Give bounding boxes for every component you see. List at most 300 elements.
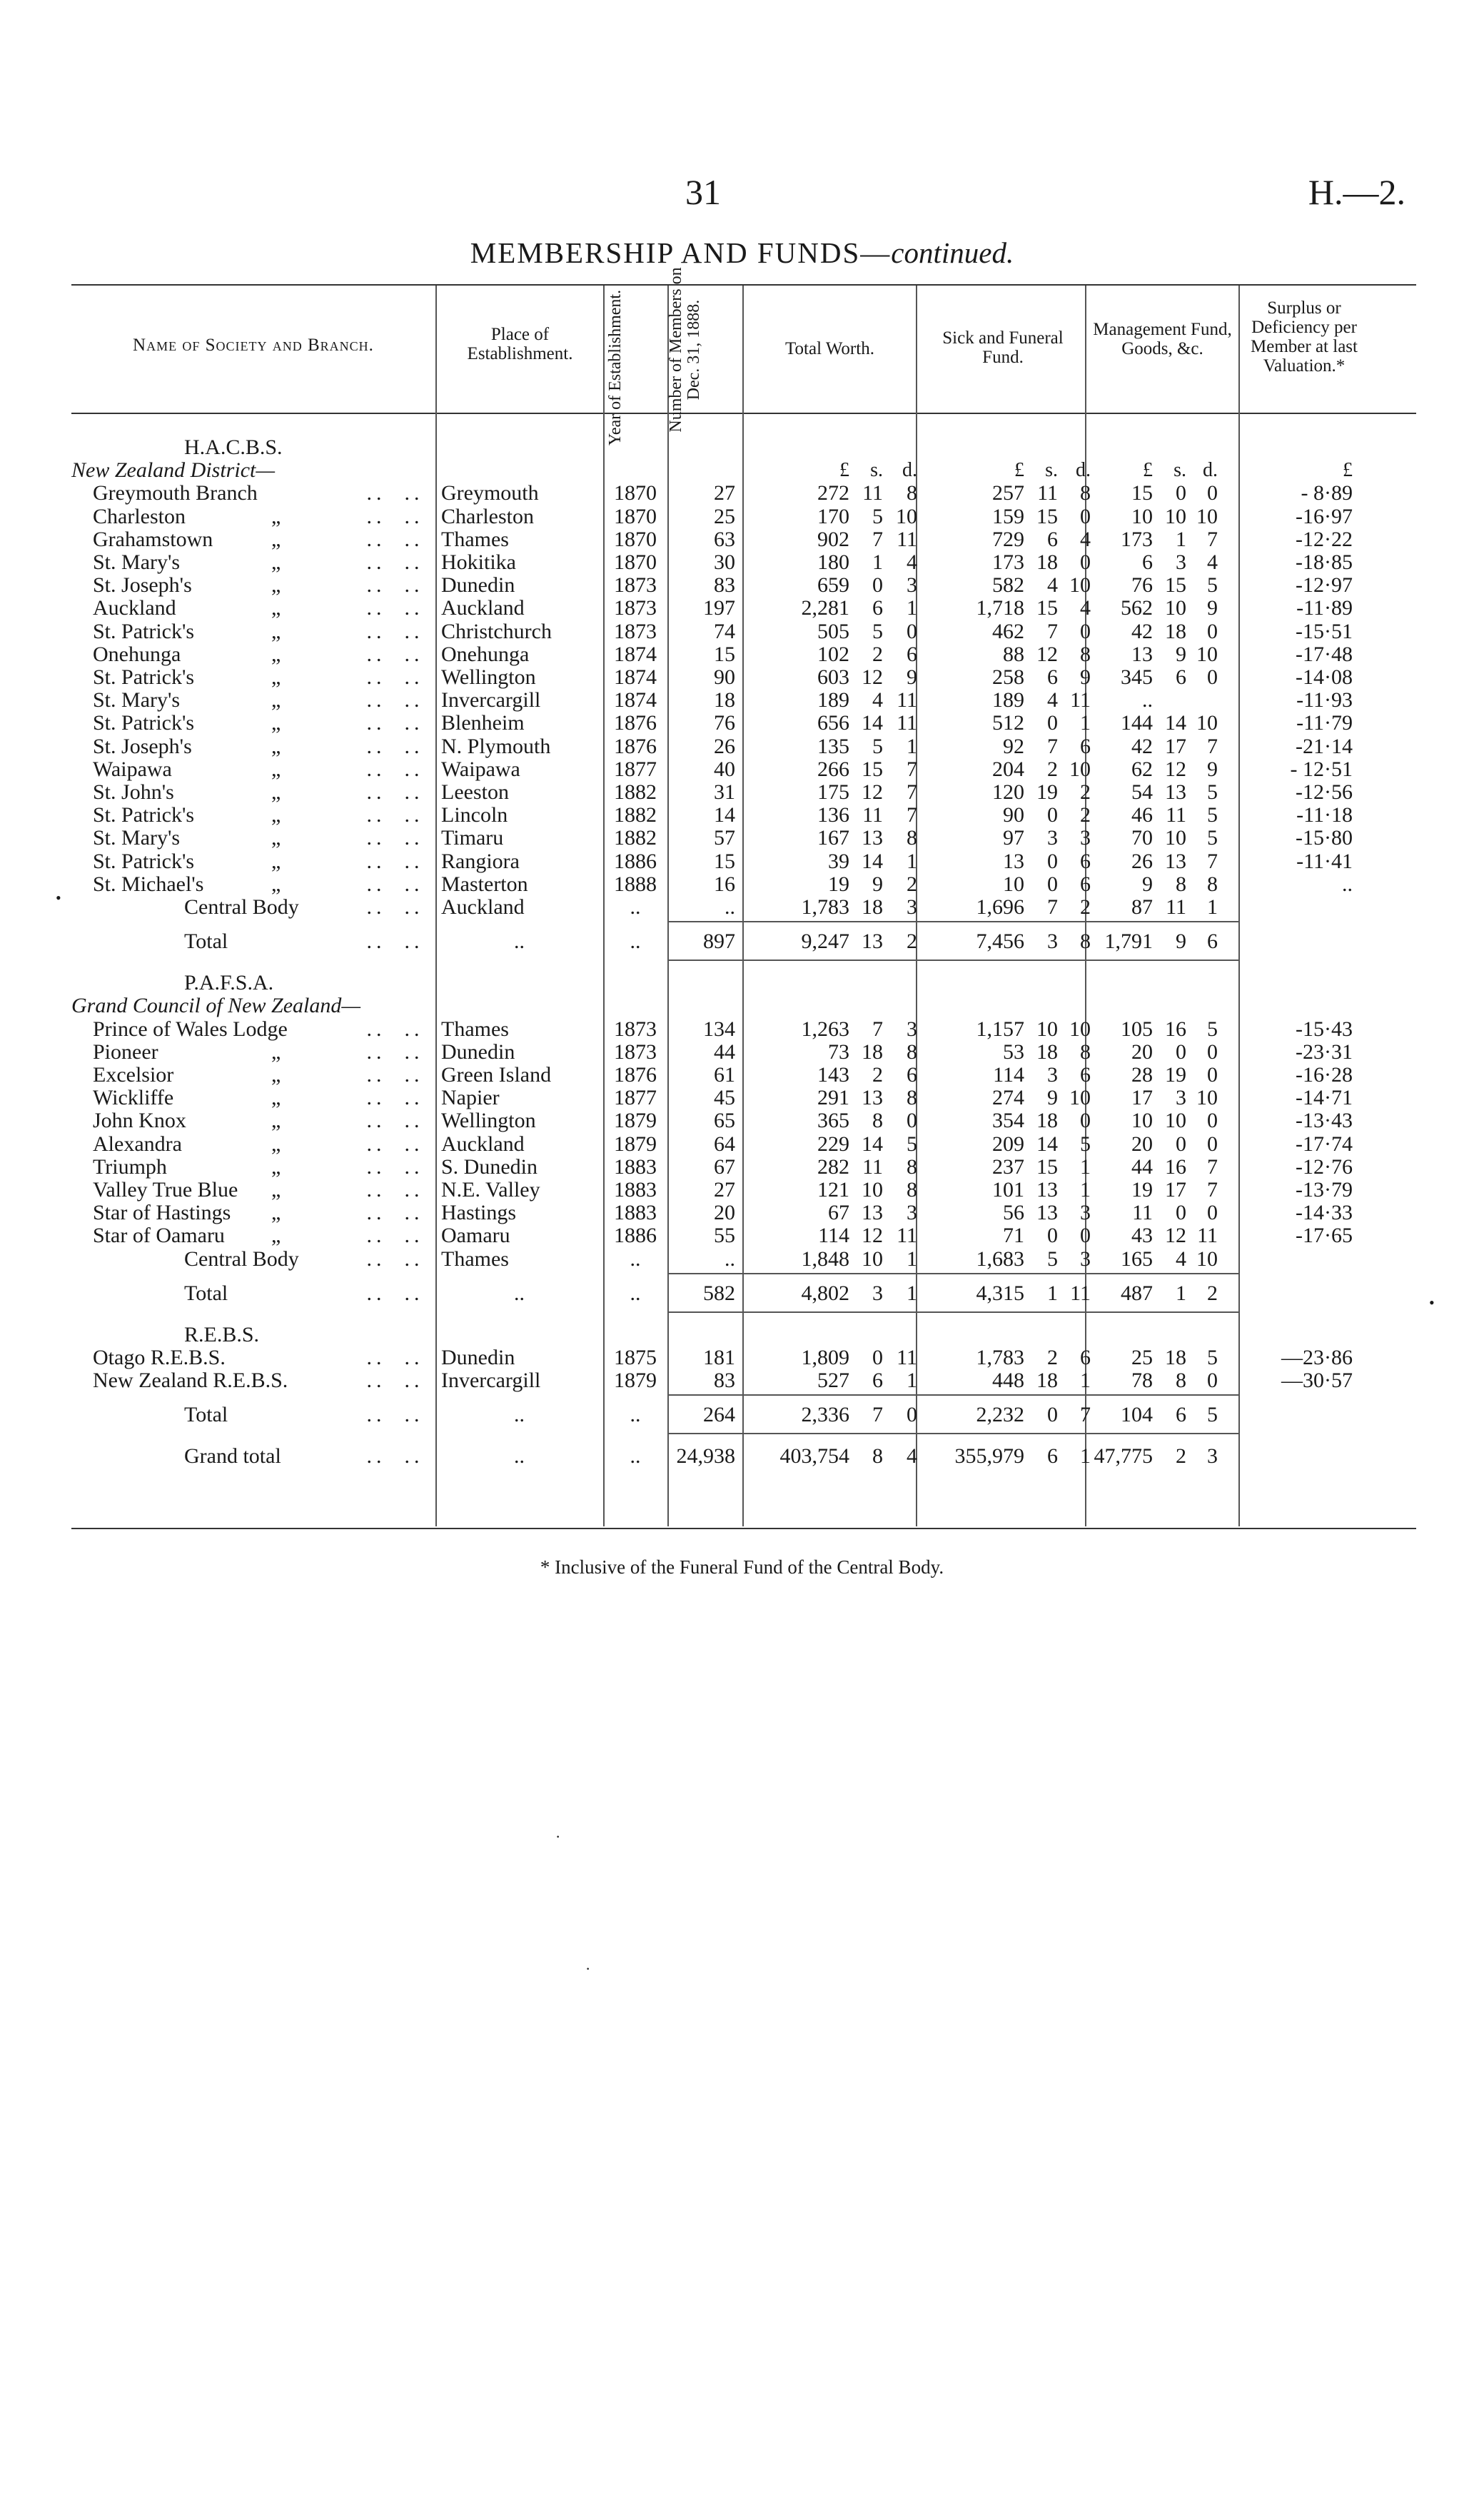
management-fund-pounds: 105 xyxy=(1121,1017,1153,1041)
place-of-establishment: Christchurch xyxy=(441,619,552,643)
table-header-rule xyxy=(71,413,1416,414)
branch-name: Star of Hastings xyxy=(93,1201,231,1225)
branch-name: Alexandra xyxy=(93,1132,182,1156)
header-surplus: Surplus or Deficiency per Member at last Valuation.* xyxy=(1251,298,1358,376)
leader-dots: .. xyxy=(404,688,424,712)
leader-dots: .. xyxy=(404,504,424,528)
leader-dots: .. xyxy=(366,1017,386,1041)
leader-dots: .. xyxy=(630,930,641,954)
header-members: Number of Members on Dec. 31, 1888. xyxy=(667,267,703,433)
member-count: 83 xyxy=(714,1369,735,1393)
sick-fund-shillings: 4 xyxy=(1047,688,1058,712)
sick-fund-shillings: 6 xyxy=(1047,527,1058,551)
total-worth-pounds: 656 xyxy=(817,711,849,735)
place-of-establishment: Hastings xyxy=(441,1201,516,1225)
year-established: .. xyxy=(630,1247,641,1271)
total-worth-pounds: 291 xyxy=(817,1086,849,1110)
branch-name: Grahamstown xyxy=(93,527,213,551)
leader-dots: .. xyxy=(630,1281,641,1305)
branch-name: Greymouth Branch xyxy=(93,481,258,505)
table-row xyxy=(0,826,1484,850)
place-of-establishment: Auckland xyxy=(441,1132,525,1156)
total-worth-shillings: 11 xyxy=(862,481,883,505)
place-of-establishment: Thames xyxy=(441,1017,509,1041)
ditto-mark: „ xyxy=(271,872,281,896)
leader-dots: .. xyxy=(366,1281,386,1305)
sick-fund-pence: 8 xyxy=(1080,481,1091,505)
total-worth-pounds: 135 xyxy=(817,734,849,758)
branch-name: St. Patrick's xyxy=(93,803,195,827)
management-fund-pence: 10 xyxy=(1196,642,1218,666)
management-fund-pounds: 44 xyxy=(1131,1154,1153,1179)
management-fund-pounds: .. xyxy=(1142,688,1153,712)
sick-fund-pence: 1 xyxy=(1080,1444,1091,1469)
leader-dots: .. xyxy=(404,872,424,896)
table-row xyxy=(0,1224,1484,1247)
unit-shillings: s. xyxy=(870,459,883,482)
sick-fund-pounds: 355,979 xyxy=(954,1444,1024,1469)
total-worth-pence: 2 xyxy=(907,872,917,896)
table-row xyxy=(0,1040,1484,1064)
member-count: 64 xyxy=(714,1132,735,1156)
leader-dots: .. xyxy=(514,1403,525,1427)
ditto-mark: „ xyxy=(271,1178,281,1202)
member-count: .. xyxy=(725,895,735,919)
management-fund-pence: 11 xyxy=(1197,1224,1218,1248)
title-main: MEMBERSHIP AND FUNDS— xyxy=(470,236,892,269)
year-established: 1876 xyxy=(614,734,657,758)
table-row xyxy=(0,481,1484,505)
leader-dots: .. xyxy=(366,1247,386,1271)
management-fund-shillings: 0 xyxy=(1176,1039,1186,1064)
table-row xyxy=(0,573,1484,597)
ditto-mark: „ xyxy=(271,734,281,758)
table-row xyxy=(0,1178,1484,1202)
leader-dots: .. xyxy=(404,1039,424,1064)
sick-fund-shillings: 7 xyxy=(1047,734,1058,758)
management-fund-shillings: 10 xyxy=(1165,826,1186,850)
total-worth-pounds: 39 xyxy=(828,849,849,873)
branch-name: Waipawa xyxy=(93,757,172,781)
year-established: 1870 xyxy=(614,481,657,505)
total-worth-pence: 1 xyxy=(907,1281,917,1305)
place-of-establishment: Green Island xyxy=(441,1063,552,1087)
ditto-mark: „ xyxy=(271,711,281,735)
unit-pence: d. xyxy=(1076,459,1091,482)
table-row xyxy=(0,895,1484,919)
leader-dots: .. xyxy=(366,803,386,827)
total-label: Total xyxy=(184,1403,228,1427)
unit-pounds: £ xyxy=(1143,459,1153,482)
total-worth-pounds: 659 xyxy=(817,573,849,598)
sick-fund-pounds: 97 xyxy=(1003,826,1024,850)
sick-fund-pounds: 2,232 xyxy=(976,1403,1024,1427)
sick-fund-pounds: 120 xyxy=(992,780,1024,804)
surplus-per-member: -13·43 xyxy=(1296,1109,1353,1133)
management-fund-shillings: 12 xyxy=(1165,757,1186,781)
management-fund-pence: 6 xyxy=(1207,930,1218,954)
year-established: 1877 xyxy=(614,757,657,781)
total-worth-shillings: 2 xyxy=(872,642,883,666)
total-worth-pounds: 189 xyxy=(817,688,849,712)
member-count: 74 xyxy=(714,619,735,643)
table-row xyxy=(0,1201,1484,1224)
total-members: 897 xyxy=(703,930,735,954)
total-worth-pounds: 4,802 xyxy=(801,1281,849,1305)
leader-dots: .. xyxy=(404,527,424,551)
management-fund-pence: 7 xyxy=(1207,527,1218,551)
branch-name: Onehunga xyxy=(93,642,181,666)
sick-fund-shillings: 5 xyxy=(1047,1247,1058,1271)
sick-fund-pence: 4 xyxy=(1080,596,1091,620)
management-fund-pence: 10 xyxy=(1196,504,1218,528)
management-fund-pounds: 10 xyxy=(1131,504,1153,528)
sick-fund-shillings: 14 xyxy=(1036,1132,1058,1156)
ditto-mark: „ xyxy=(271,504,281,528)
total-worth-pounds: 266 xyxy=(817,757,849,781)
place-of-establishment: Napier xyxy=(441,1086,500,1110)
total-rule xyxy=(667,921,1238,961)
leader-dots: .. xyxy=(366,930,386,954)
leader-dots: .. xyxy=(366,1109,386,1133)
ditto-mark: „ xyxy=(271,573,281,598)
management-fund-pounds: 42 xyxy=(1131,619,1153,643)
leader-dots: .. xyxy=(514,1281,525,1305)
member-count: 63 xyxy=(714,527,735,551)
total-members: 582 xyxy=(703,1281,735,1305)
year-established: 1874 xyxy=(614,688,657,712)
total-rule xyxy=(667,1273,1238,1313)
sick-fund-pence: 9 xyxy=(1080,665,1091,689)
header-sick-funeral: Sick and Funeral Fund. xyxy=(942,328,1064,367)
surplus-per-member: .. xyxy=(1342,872,1353,896)
leader-dots: .. xyxy=(366,1039,386,1064)
management-fund-pence: 10 xyxy=(1196,711,1218,735)
surplus-per-member: -15·80 xyxy=(1296,826,1353,850)
management-fund-shillings: 3 xyxy=(1176,1086,1186,1110)
sick-fund-pence: 0 xyxy=(1080,550,1091,574)
management-fund-shillings: 16 xyxy=(1165,1017,1186,1041)
management-fund-pence: 0 xyxy=(1207,665,1218,689)
sick-fund-pence: 0 xyxy=(1080,1109,1091,1133)
sick-fund-pounds: 237 xyxy=(992,1154,1024,1179)
district-name: Grand Council of New Zealand— xyxy=(71,994,361,1018)
management-fund-shillings: 15 xyxy=(1165,573,1186,598)
table-row xyxy=(0,643,1484,666)
management-fund-pounds: 345 xyxy=(1121,665,1153,689)
management-fund-shillings: 9 xyxy=(1176,930,1186,954)
branch-name: Star of Oamaru xyxy=(93,1224,225,1248)
leader-dots: .. xyxy=(366,1178,386,1202)
total-worth-shillings: 3 xyxy=(872,1281,883,1305)
leader-dots: .. xyxy=(514,930,525,954)
total-worth-pence: 6 xyxy=(907,1063,917,1087)
sick-fund-pence: 1 xyxy=(1080,711,1091,735)
year-established: 1877 xyxy=(614,1086,657,1110)
leader-dots: .. xyxy=(366,688,386,712)
sick-fund-pounds: 159 xyxy=(992,504,1024,528)
management-fund-shillings: 6 xyxy=(1176,665,1186,689)
management-fund-pounds: 144 xyxy=(1121,711,1153,735)
total-worth-shillings: 12 xyxy=(862,780,883,804)
district-heading xyxy=(0,458,1484,482)
leader-dots: .. xyxy=(404,803,424,827)
total-worth-shillings: 4 xyxy=(872,688,883,712)
leader-dots: .. xyxy=(366,711,386,735)
member-count: 27 xyxy=(714,481,735,505)
leader-dots: .. xyxy=(366,504,386,528)
member-count: 15 xyxy=(714,642,735,666)
total-worth-shillings: 7 xyxy=(872,1017,883,1041)
header-year: Year of Establishment. xyxy=(606,289,625,446)
table-row xyxy=(0,1017,1484,1041)
place-of-establishment: N.E. Valley xyxy=(441,1178,540,1202)
branch-name: St. Patrick's xyxy=(93,849,195,873)
management-fund-pence: 5 xyxy=(1207,826,1218,850)
total-worth-shillings: 0 xyxy=(872,573,883,598)
management-fund-pence: 9 xyxy=(1207,596,1218,620)
sick-fund-shillings: 15 xyxy=(1036,504,1058,528)
sick-fund-shillings: 3 xyxy=(1047,826,1058,850)
year-established: 1883 xyxy=(614,1201,657,1225)
management-fund-pounds: 104 xyxy=(1121,1403,1153,1427)
management-fund-pence: 7 xyxy=(1207,734,1218,758)
branch-name: John Knox xyxy=(93,1109,186,1133)
unit-shillings: s. xyxy=(1045,459,1058,482)
member-count: 40 xyxy=(714,757,735,781)
leader-dots: .. xyxy=(366,1369,386,1393)
table-row xyxy=(0,735,1484,758)
table-row xyxy=(0,596,1484,620)
leader-dots: .. xyxy=(404,1086,424,1110)
surplus-per-member: -14·08 xyxy=(1296,665,1353,689)
member-count: 18 xyxy=(714,688,735,712)
branch-name: Prince of Wales Lodge xyxy=(93,1017,288,1041)
total-worth-pounds: 2,281 xyxy=(801,596,849,620)
sick-fund-shillings: 0 xyxy=(1047,803,1058,827)
table-row xyxy=(0,1109,1484,1132)
total-worth-pence: 7 xyxy=(907,757,917,781)
sick-fund-pounds: 1,683 xyxy=(976,1247,1024,1271)
place-of-establishment: Leeston xyxy=(441,780,509,804)
section-name: R.E.B.S. xyxy=(184,1322,260,1346)
management-fund-pounds: 11 xyxy=(1132,1201,1153,1225)
management-fund-pounds: 70 xyxy=(1131,826,1153,850)
total-worth-pounds: 902 xyxy=(817,527,849,551)
leader-dots: .. xyxy=(366,1201,386,1225)
ditto-mark: „ xyxy=(271,826,281,850)
grand-total-members: 24,938 xyxy=(676,1444,735,1469)
total-worth-pounds: 73 xyxy=(828,1039,849,1064)
surplus-per-member: -17·48 xyxy=(1296,642,1353,666)
sick-fund-shillings: 4 xyxy=(1047,573,1058,598)
management-fund-pounds: 43 xyxy=(1131,1224,1153,1248)
year-established: 1870 xyxy=(614,504,657,528)
sick-fund-pence: 10 xyxy=(1069,1017,1091,1041)
management-fund-shillings: 10 xyxy=(1165,596,1186,620)
sick-fund-pence: 4 xyxy=(1080,527,1091,551)
total-worth-pounds: 1,809 xyxy=(801,1346,849,1369)
sick-fund-pence: 10 xyxy=(1069,757,1091,781)
leader-dots: .. xyxy=(366,1086,386,1110)
sick-fund-pounds: 88 xyxy=(1003,642,1024,666)
unit-pounds: £ xyxy=(1343,459,1353,482)
total-worth-shillings: 14 xyxy=(862,711,883,735)
sick-fund-pence: 6 xyxy=(1080,1063,1091,1087)
management-fund-pounds: 25 xyxy=(1131,1346,1153,1369)
place-of-establishment: Thames xyxy=(441,527,509,551)
total-worth-pence: 0 xyxy=(907,619,917,643)
management-fund-shillings: 11 xyxy=(1166,803,1186,827)
ditto-mark: „ xyxy=(271,527,281,551)
member-count: 16 xyxy=(714,872,735,896)
total-worth-shillings: 10 xyxy=(862,1247,883,1271)
leader-dots: .. xyxy=(404,1201,424,1225)
total-worth-pence: 8 xyxy=(907,1039,917,1064)
total-worth-shillings: 10 xyxy=(862,1178,883,1202)
sick-fund-pounds: 462 xyxy=(992,619,1024,643)
ditto-mark: „ xyxy=(271,688,281,712)
leader-dots: .. xyxy=(404,573,424,598)
total-worth-pence: 11 xyxy=(897,711,917,735)
leader-dots: .. xyxy=(366,1154,386,1179)
leader-dots: .. xyxy=(404,619,424,643)
sick-fund-pence: 8 xyxy=(1080,642,1091,666)
table-row xyxy=(0,505,1484,528)
surplus-per-member: -11·89 xyxy=(1296,596,1353,620)
ditto-mark: „ xyxy=(271,1109,281,1133)
sick-fund-pounds: 114 xyxy=(993,1063,1024,1087)
management-fund-pence: 0 xyxy=(1207,1039,1218,1064)
management-fund-pence: 10 xyxy=(1196,1086,1218,1110)
sick-fund-shillings: 12 xyxy=(1036,642,1058,666)
year-established: 1870 xyxy=(614,527,657,551)
leader-dots: .. xyxy=(404,849,424,873)
grand-total-row xyxy=(0,1444,1484,1468)
management-fund-pounds: 173 xyxy=(1121,527,1153,551)
sick-fund-shillings: 3 xyxy=(1047,930,1058,954)
leader-dots: .. xyxy=(366,619,386,643)
total-worth-shillings: 13 xyxy=(862,930,883,954)
sick-fund-shillings: 15 xyxy=(1036,1154,1058,1179)
surplus-per-member: -11·18 xyxy=(1296,803,1353,827)
total-worth-pounds: 170 xyxy=(817,504,849,528)
member-count: 26 xyxy=(714,734,735,758)
surplus-per-member: -16·28 xyxy=(1296,1063,1353,1087)
total-worth-pence: 0 xyxy=(907,1403,917,1427)
total-worth-pence: 11 xyxy=(897,1346,917,1369)
place-of-establishment: Blenheim xyxy=(441,711,525,735)
year-established: 1879 xyxy=(614,1109,657,1133)
grand-total-label: Grand total xyxy=(184,1444,281,1469)
member-count: .. xyxy=(725,1247,735,1271)
leader-dots: .. xyxy=(404,1346,424,1369)
total-worth-pence: 1 xyxy=(907,1369,917,1393)
table-row xyxy=(0,1132,1484,1156)
leader-dots: .. xyxy=(366,734,386,758)
management-fund-pounds: 165 xyxy=(1121,1247,1153,1271)
leader-dots: .. xyxy=(514,1444,525,1469)
branch-name: St. Joseph's xyxy=(93,734,192,758)
total-label: Total xyxy=(184,930,228,954)
branch-name: St. Patrick's xyxy=(93,619,195,643)
sick-fund-pounds: 13 xyxy=(1003,849,1024,873)
leader-dots: .. xyxy=(404,1403,424,1427)
leader-dots: .. xyxy=(404,1369,424,1393)
leader-dots: .. xyxy=(366,849,386,873)
total-worth-pence: 8 xyxy=(907,481,917,505)
management-fund-shillings: 17 xyxy=(1165,1178,1186,1202)
surplus-per-member: -17·74 xyxy=(1296,1132,1353,1156)
total-worth-pence: 3 xyxy=(907,1017,917,1041)
table-row xyxy=(0,757,1484,781)
total-worth-shillings: 13 xyxy=(862,826,883,850)
branch-name: Pioneer xyxy=(93,1039,158,1064)
management-fund-pence: 5 xyxy=(1207,1017,1218,1041)
member-count: 30 xyxy=(714,550,735,574)
year-established: 1874 xyxy=(614,642,657,666)
table-row xyxy=(0,803,1484,827)
sick-fund-shillings: 18 xyxy=(1036,550,1058,574)
branch-name: Charleston xyxy=(93,504,186,528)
sick-fund-pence: 10 xyxy=(1069,1086,1091,1110)
sick-fund-pence: 8 xyxy=(1080,1039,1091,1064)
surplus-per-member: -17·65 xyxy=(1296,1224,1353,1248)
management-fund-shillings: 19 xyxy=(1165,1063,1186,1087)
year-established: .. xyxy=(630,895,641,919)
management-fund-pounds: 47,775 xyxy=(1094,1444,1153,1469)
management-fund-pence: 8 xyxy=(1207,872,1218,896)
total-worth-shillings: 6 xyxy=(872,1369,883,1393)
surplus-per-member: -11·41 xyxy=(1296,849,1353,873)
leader-dots: .. xyxy=(366,895,386,919)
table-row xyxy=(0,850,1484,873)
total-worth-shillings: 5 xyxy=(872,734,883,758)
section-name: H.A.C.B.S. xyxy=(184,435,283,459)
sick-fund-pence: 6 xyxy=(1080,734,1091,758)
year-established: 1882 xyxy=(614,780,657,804)
place-of-establishment: Onehunga xyxy=(441,642,530,666)
total-worth-pounds: 1,848 xyxy=(801,1247,849,1271)
year-established: 1876 xyxy=(614,1063,657,1087)
stray-dot: • xyxy=(1429,1294,1435,1311)
leader-dots: .. xyxy=(366,757,386,781)
total-label: Total xyxy=(184,1281,228,1305)
sick-fund-pounds: 71 xyxy=(1003,1224,1024,1248)
place-of-establishment: Lincoln xyxy=(441,803,508,827)
leader-dots: .. xyxy=(404,1154,424,1179)
sick-fund-pence: 6 xyxy=(1080,872,1091,896)
total-worth-pounds: 143 xyxy=(817,1063,849,1087)
ditto-mark: „ xyxy=(271,642,281,666)
sick-fund-shillings: 13 xyxy=(1036,1178,1058,1202)
management-fund-pounds: 9 xyxy=(1142,872,1153,896)
ditto-mark: „ xyxy=(271,1063,281,1087)
member-count: 45 xyxy=(714,1086,735,1110)
page-title xyxy=(0,236,1484,270)
table-row xyxy=(0,1247,1484,1271)
surplus-per-member: -12·97 xyxy=(1296,573,1353,598)
place-of-establishment: Rangiora xyxy=(441,849,520,873)
total-worth-pounds: 229 xyxy=(817,1132,849,1156)
table-top-rule xyxy=(71,284,1416,286)
sick-fund-pounds: 189 xyxy=(992,688,1024,712)
header-name: Name of Society and Branch. xyxy=(133,336,374,355)
management-fund-pounds: 487 xyxy=(1121,1281,1153,1305)
management-fund-shillings: 8 xyxy=(1176,872,1186,896)
management-fund-pounds: 46 xyxy=(1131,803,1153,827)
table-row xyxy=(0,1086,1484,1109)
